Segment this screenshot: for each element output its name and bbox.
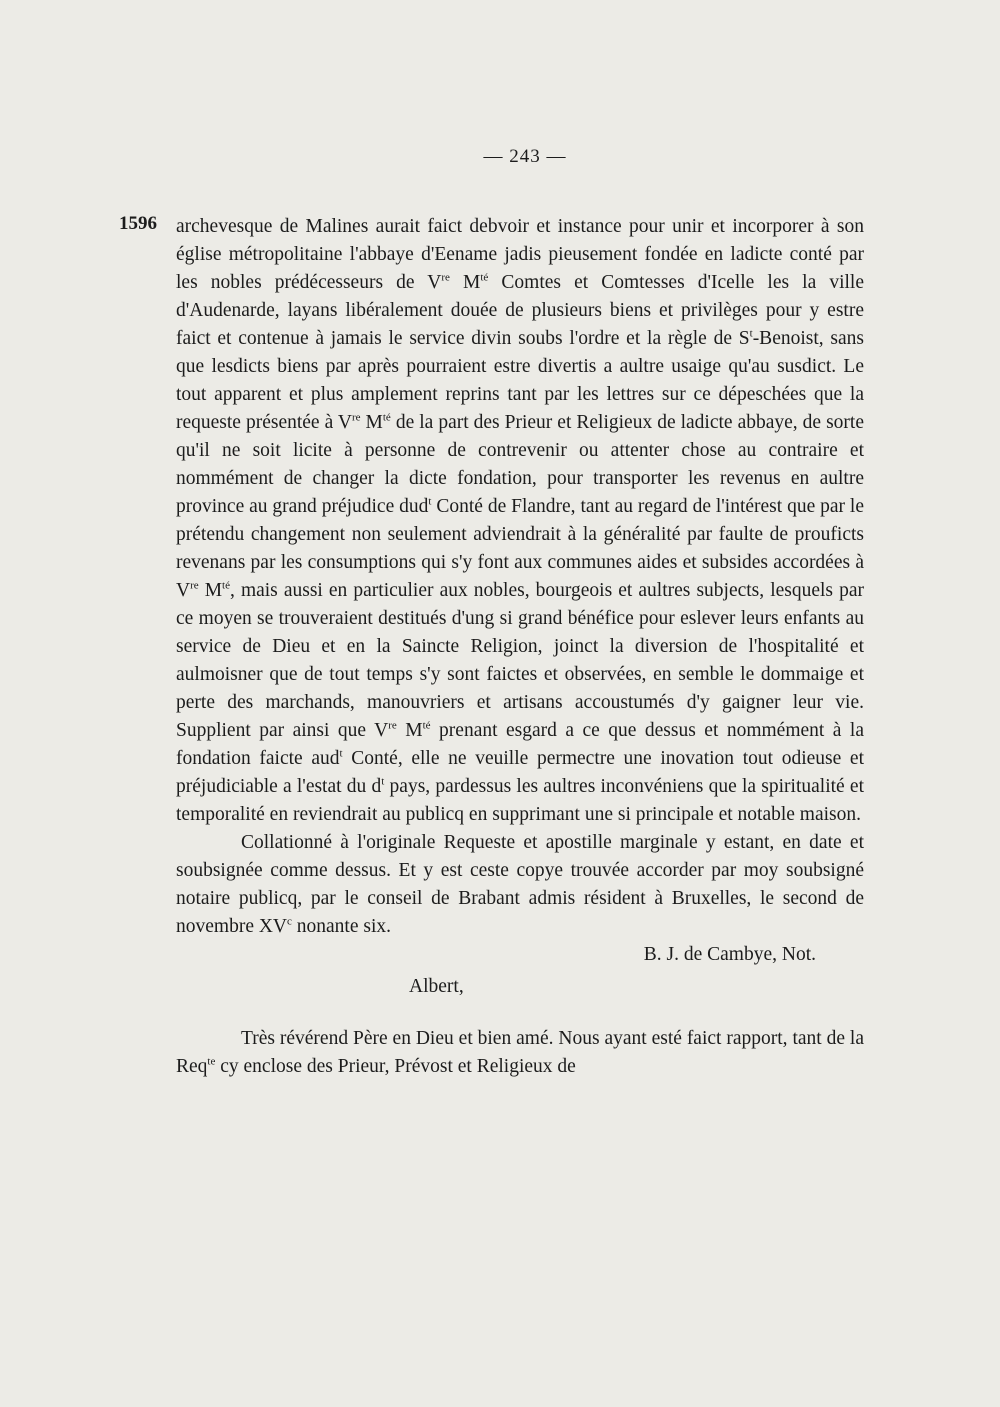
paragraph-collation: Collationné à l'originale Requeste et apostille marginale y estant, en date et soubsignée comme dessus. Et y est ceste copye trouvée accorder par moy soubsigné notaire publicq, par le conseil de Brabant admis résident à Bruxelles, le second de novembre $XV^c$ nonante six. [176, 832, 864, 937]
paragraph-letter: Très révérend Père en Dieu et bien amé. Nous ayant esté faict rapport, tant de la Req$^{te}$ cy enclose des Prieur, Prévost et Religieux de [176, 1028, 864, 1077]
letter-addressee: Albert, [409, 976, 464, 997]
paragraph-petition: archevesque de Malines aurait faict debvoir et instance pour unir et incorporer à son église métropolitaine l'abbaye d'Eename jadis pieusement fondée en ladicte conté par les nobles prédécesseurs de Vre $M^{té}$ Comtes et Comtesses d'Icelle les la ville d'Audenarde, layans libéralement douée de plusieurs biens et privilèges pour y estre faict et contenue à jamais le service divin soubs l'ordre et la règle de $S^t$-Benoist, sans que lesdicts biens par après pourraient estre divertis a aultre usaige qu'au susdict. Le tout apparent et plus amplement reprins tant par les lettres sur ce dépeschées que la requeste présentée à Vre $M^{té}$ de la part des Prieur et Religieux de ladicte abbaye, de sorte qu'il ne soit licite à personne de contrevenir ou attenter chose au contraire et nommément de changer la dicte fondation, pour transporter les revenus en aultre province au grand préjudice dud$^t$ Conté de Flandre, tant au regard de l'intérest que par le prétendu changement non seulement adviendrait à la généralité par faulte de prouficts revenans par les consumptions qui s'y font aux communes aides et subsides accordées à Vre $M^{té}$, mais aussi en particulier aux nobles, bourgeois et aultres subjects, lesquels par ce moyen se trouveraient destitués d'ung si grand bénéfice pour eslever leurs enfants au service de Dieu et en la Saincte Religion, joinct la diversion de l'hospitalité et aulmoisner que de tout temps s'y sont faictes et observées, en semble le dommaige et perte des marchands, manouvriers et artisans accoustumés d'y gaigner leur vie. Supplient par ainsi que Vre $M^{té}$ prenant esgard a ce que dessus et nommément à la fondation faicte aud$^t$ Conté, elle ne veuille permectre une inovation tout odieuse et préjudiciable a l'estat du $d^t$ pays, pardessus les aultres inconvéniens que la spiritualité et temporalité en reviendrait au publicq en supprimant une si principale et notable maison. [176, 216, 864, 825]
margin-year: 1596 [119, 213, 157, 234]
body-text [176, 213, 864, 1081]
notary-signature: B. J. de Cambye, Not. [643, 944, 816, 965]
page-number: — 243 — [483, 146, 567, 167]
